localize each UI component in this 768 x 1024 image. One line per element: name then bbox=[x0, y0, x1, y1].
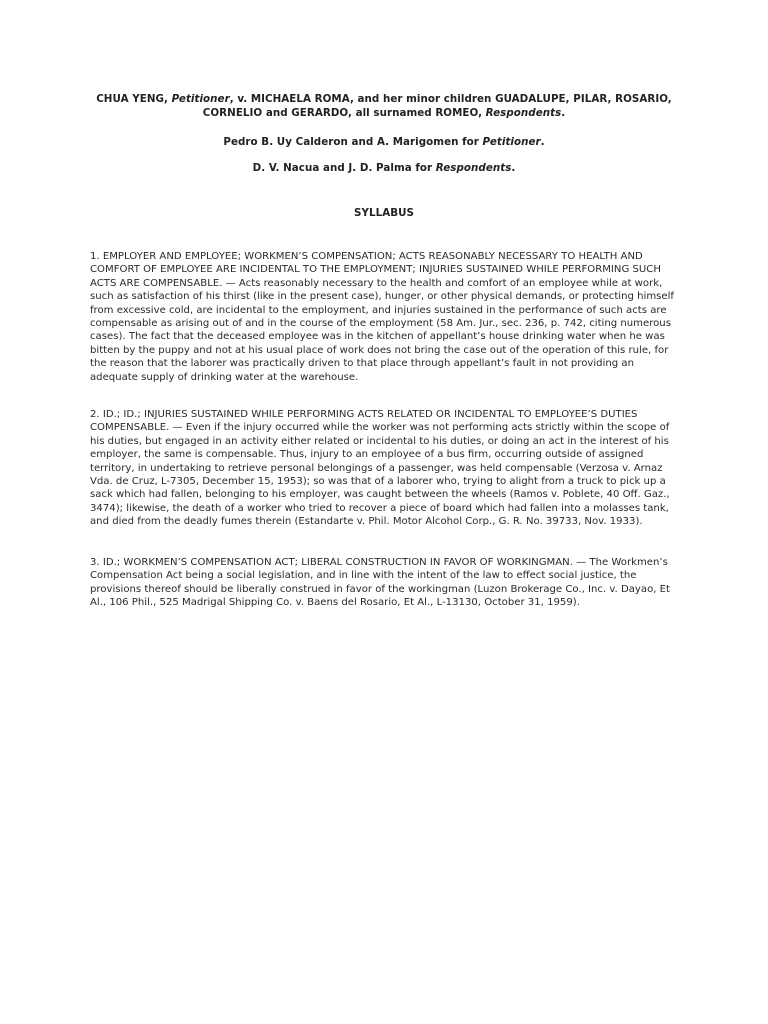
respondent-counsel-names: D. V. Nacua and J. D. Palma for bbox=[252, 162, 436, 174]
parties-text-end: . bbox=[561, 107, 566, 119]
parties-text-1: CHUA YENG, bbox=[96, 93, 172, 105]
case-parties-heading bbox=[90, 92, 678, 120]
petitioner-counsel-line bbox=[90, 135, 678, 149]
petitioner-counsel-end: . bbox=[540, 136, 545, 148]
syllabus-paragraph-1: 1. EMPLOYER AND EMPLOYEE; WORKMEN’S COMPENSATION; ACTS REASONABLY NECESSARY TO HEALTH AND COMFORT OF EMPLOYEE ARE INCIDENTAL TO THE EMPLOYMENT; INJURIES SUSTAINED WHILE PERFORMING SUCH ACTS ARE COMPENSABLE. — Acts reasonably necessary to the health and comfort of an employee while at work, such as satisfaction of his thirst (like in the present case), hunger, or other physical demands, or protecting himself from excessive cold, are incidental to the employment, and injuries sustained in the performance of such acts are compensable as arising out of and in the course of the employment (58 Am. Jur., sec. 236, p. 742, citing numerous cases). The fact that the deceased employee was in the kitchen of appellant’s house drinking water when he was bitten by the puppy and not at his usual place of work does not bring the case out of the operation of this rule, for the reason that the laborer was practically driven to that place through appellant’s fault in not providing an adequate supply of drinking water at the warehouse. bbox=[90, 251, 674, 383]
respondent-counsel-role: Respondents bbox=[435, 162, 512, 174]
petitioner-counsel-names: Pedro B. Uy Calderon and A. Marigomen for bbox=[223, 136, 483, 148]
petitioner-role: Petitioner bbox=[171, 93, 230, 105]
petitioner-counsel-role: Petitioner bbox=[482, 136, 541, 148]
syllabus-heading: SYLLABUS bbox=[354, 207, 414, 219]
respondent-counsel-line bbox=[90, 161, 678, 175]
parties-text-2: , v. MICHAELA ROMA, and her minor children GUADALUPE, PILAR, ROSARIO, CORNELIO and GERARDO, all surnamed ROMEO, bbox=[202, 93, 672, 119]
respondent-counsel-end: . bbox=[511, 162, 516, 174]
syllabus-paragraph-2: 2. ID.; ID.; INJURIES SUSTAINED WHILE PERFORMING ACTS RELATED OR INCIDENTAL TO EMPLOYEE’S DUTIES COMPENSABLE. — Even if the injury occurred while the worker was not performing acts strictly within the scope of his duties, but engaged in an activity either related or incidental to his duties, or doing an act in the interest of his employer, the same is compensable. Thus, injury to an employee of a bus firm, occurring outside of assigned territory, in undertaking to retrieve personal belongings of a passenger, was held compensable (Verzosa v. Arnaz Vda. de Cruz, L-7305, December 15, 1953); so was that of a laborer who, trying to alight from a truck to pick up a sack which had fallen, belonging to his employer, was caught between the wheels (Ramos v. Poblete, 40 Off. Gaz., 3474); likewise, the death of a worker who tried to recover a piece of board which had fallen into a molasses tank, and died from the deadly fumes therein (Estandarte v. Phil. Motor Alcohol Corp., G. R. No. 39733, Nov. 1933). bbox=[90, 409, 670, 528]
syllabus-paragraph-3: 3. ID.; WORKMEN’S COMPENSATION ACT; LIBERAL CONSTRUCTION IN FAVOR OF WORKINGMAN. — The Workmen’s Compensation Act being a social legislation, and in line with the intent of the law to effect social justice, the provisions thereof should be liberally construed in favor of the workingman (Luzon Brokerage Co., Inc. v. Dayao, Et Al., 106 Phil., 525 Madrigal Shipping Co. v. Baens del Rosario, Et Al., L-13130, October 31, 1959). bbox=[90, 557, 671, 609]
respondent-role: Respondents bbox=[485, 107, 562, 119]
